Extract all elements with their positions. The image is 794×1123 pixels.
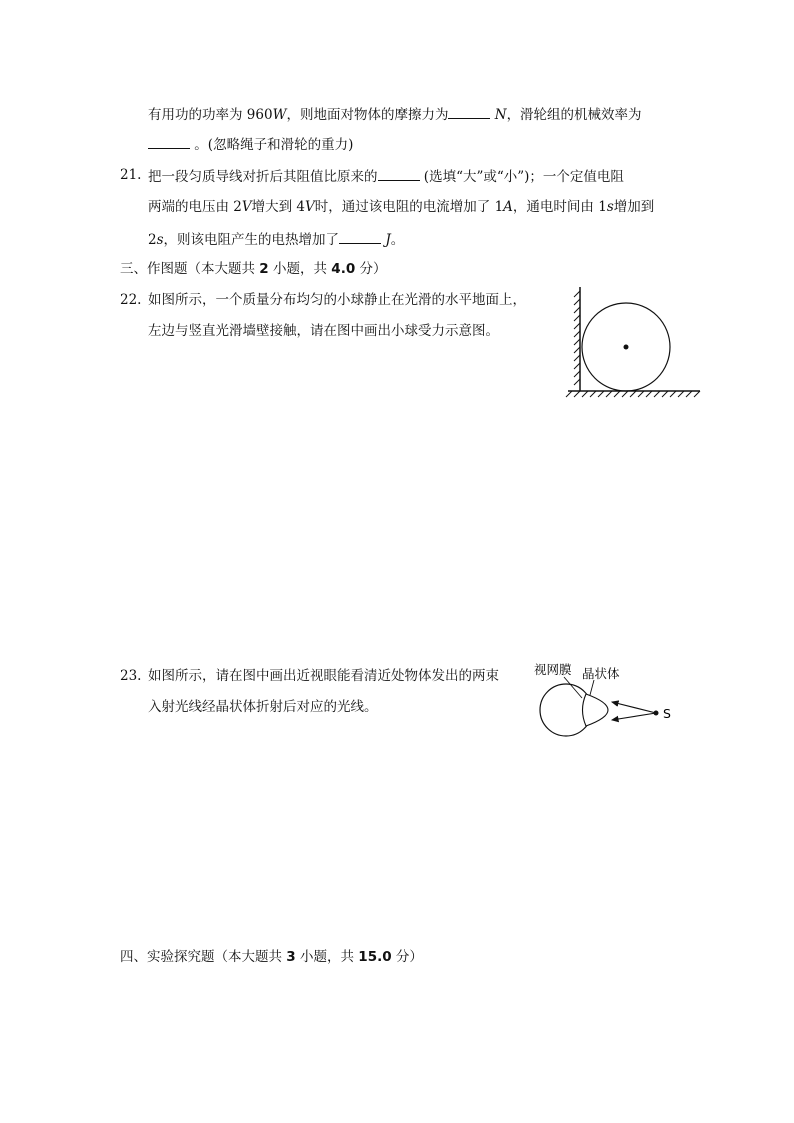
section4-count: 3 (286, 949, 296, 965)
q20-unit-watt: W (272, 107, 287, 123)
q21-text-b: (选填“大”或“小”)；一个定值电阻 (423, 169, 624, 185)
q21-text-a: 把一段匀质导线对折后其阻值比原来的 (148, 169, 378, 185)
section4-heading (120, 948, 423, 966)
q22-line2: 左边与竖直光滑墙壁接触，请在图中画出小球受力示意图。 (148, 323, 499, 339)
source-label: S (663, 706, 671, 721)
section3-suffix: 分） (355, 261, 387, 277)
section3-middle: 小题，共 (268, 261, 332, 277)
section4-suffix: 分） (391, 949, 423, 965)
q21-text-j: 。 (390, 232, 405, 248)
q23-line1: 如图所示，请在图中画出近视眼能看清近处物体发出的两束 (148, 668, 499, 684)
q20-text-c: ，滑轮组的机械效率为 (506, 107, 642, 123)
lens-shape (583, 694, 609, 726)
section3-count: 2 (259, 261, 269, 277)
q21-unit-second: s (606, 199, 614, 215)
section3-heading (120, 260, 387, 278)
q20-efficiency-blank[interactable] (148, 134, 190, 149)
q21-number: 21. (120, 167, 142, 183)
q21-heat-blank[interactable] (339, 229, 381, 244)
q21-line1 (148, 166, 624, 186)
ball-center-dot (624, 345, 629, 350)
q20-friction-blank[interactable] (448, 104, 490, 119)
q21-unit-joule: J (385, 232, 391, 248)
q21-text-c: 两端的电压由 2 (148, 199, 242, 215)
q22-ball-wall-figure (564, 285, 704, 405)
light-ray-upper (612, 702, 656, 713)
light-ray-lower (612, 713, 656, 720)
source-point (654, 711, 659, 716)
q21-text-i: ，则该电阻产生的电热增加了 (163, 232, 340, 248)
q21-line3 (148, 229, 404, 249)
q20-text-tail: 。(忽略绳子和滑轮的重力) (194, 137, 354, 153)
q20-unit-newton: N (494, 107, 507, 123)
q23-eye-figure (534, 660, 684, 740)
q20-line2 (148, 134, 353, 154)
section4-prefix: 四、实验探究题（本大题共 (120, 949, 287, 965)
section3-prefix: 三、作图题（本大题共 (120, 261, 260, 277)
section4-score: 15.0 (358, 949, 392, 965)
section4-middle: 小题，共 (295, 949, 359, 965)
q21-unit-volt-2: V (305, 199, 315, 215)
lens-label: 晶状体 (582, 666, 620, 681)
q20-text-b: ，则地面对物体的摩擦力为 (286, 107, 449, 123)
q23-line2: 入射光线经晶状体折射后对应的光线。 (148, 699, 378, 715)
q21-line2 (148, 198, 654, 216)
q21-unit-ampere: A (503, 199, 513, 215)
q22-number: 22. (120, 292, 142, 308)
q21-text-d: 增大到 4 (251, 199, 306, 215)
retina-label: 视网膜 (534, 662, 572, 677)
q21-unit-second-2: s (156, 232, 164, 248)
q23-number: 23. (120, 668, 142, 684)
q20-text-a: 有用功的功率为 960 (148, 107, 273, 123)
q21-resistance-blank[interactable] (378, 166, 420, 181)
section3-score: 4.0 (331, 261, 356, 277)
q21-text-f: ，通电时间由 1 (512, 199, 607, 215)
q22-line1: 如图所示，一个质量分布均匀的小球静止在光滑的水平地面上， (148, 292, 526, 308)
q20-line1 (148, 104, 642, 124)
q21-text-h: 2 (148, 232, 157, 248)
q21-text-e: 时，通过该电阻的电流增加了 1 (314, 199, 504, 215)
q21-unit-volt-1: V (241, 199, 252, 215)
q21-text-g: 增加到 (613, 199, 655, 215)
